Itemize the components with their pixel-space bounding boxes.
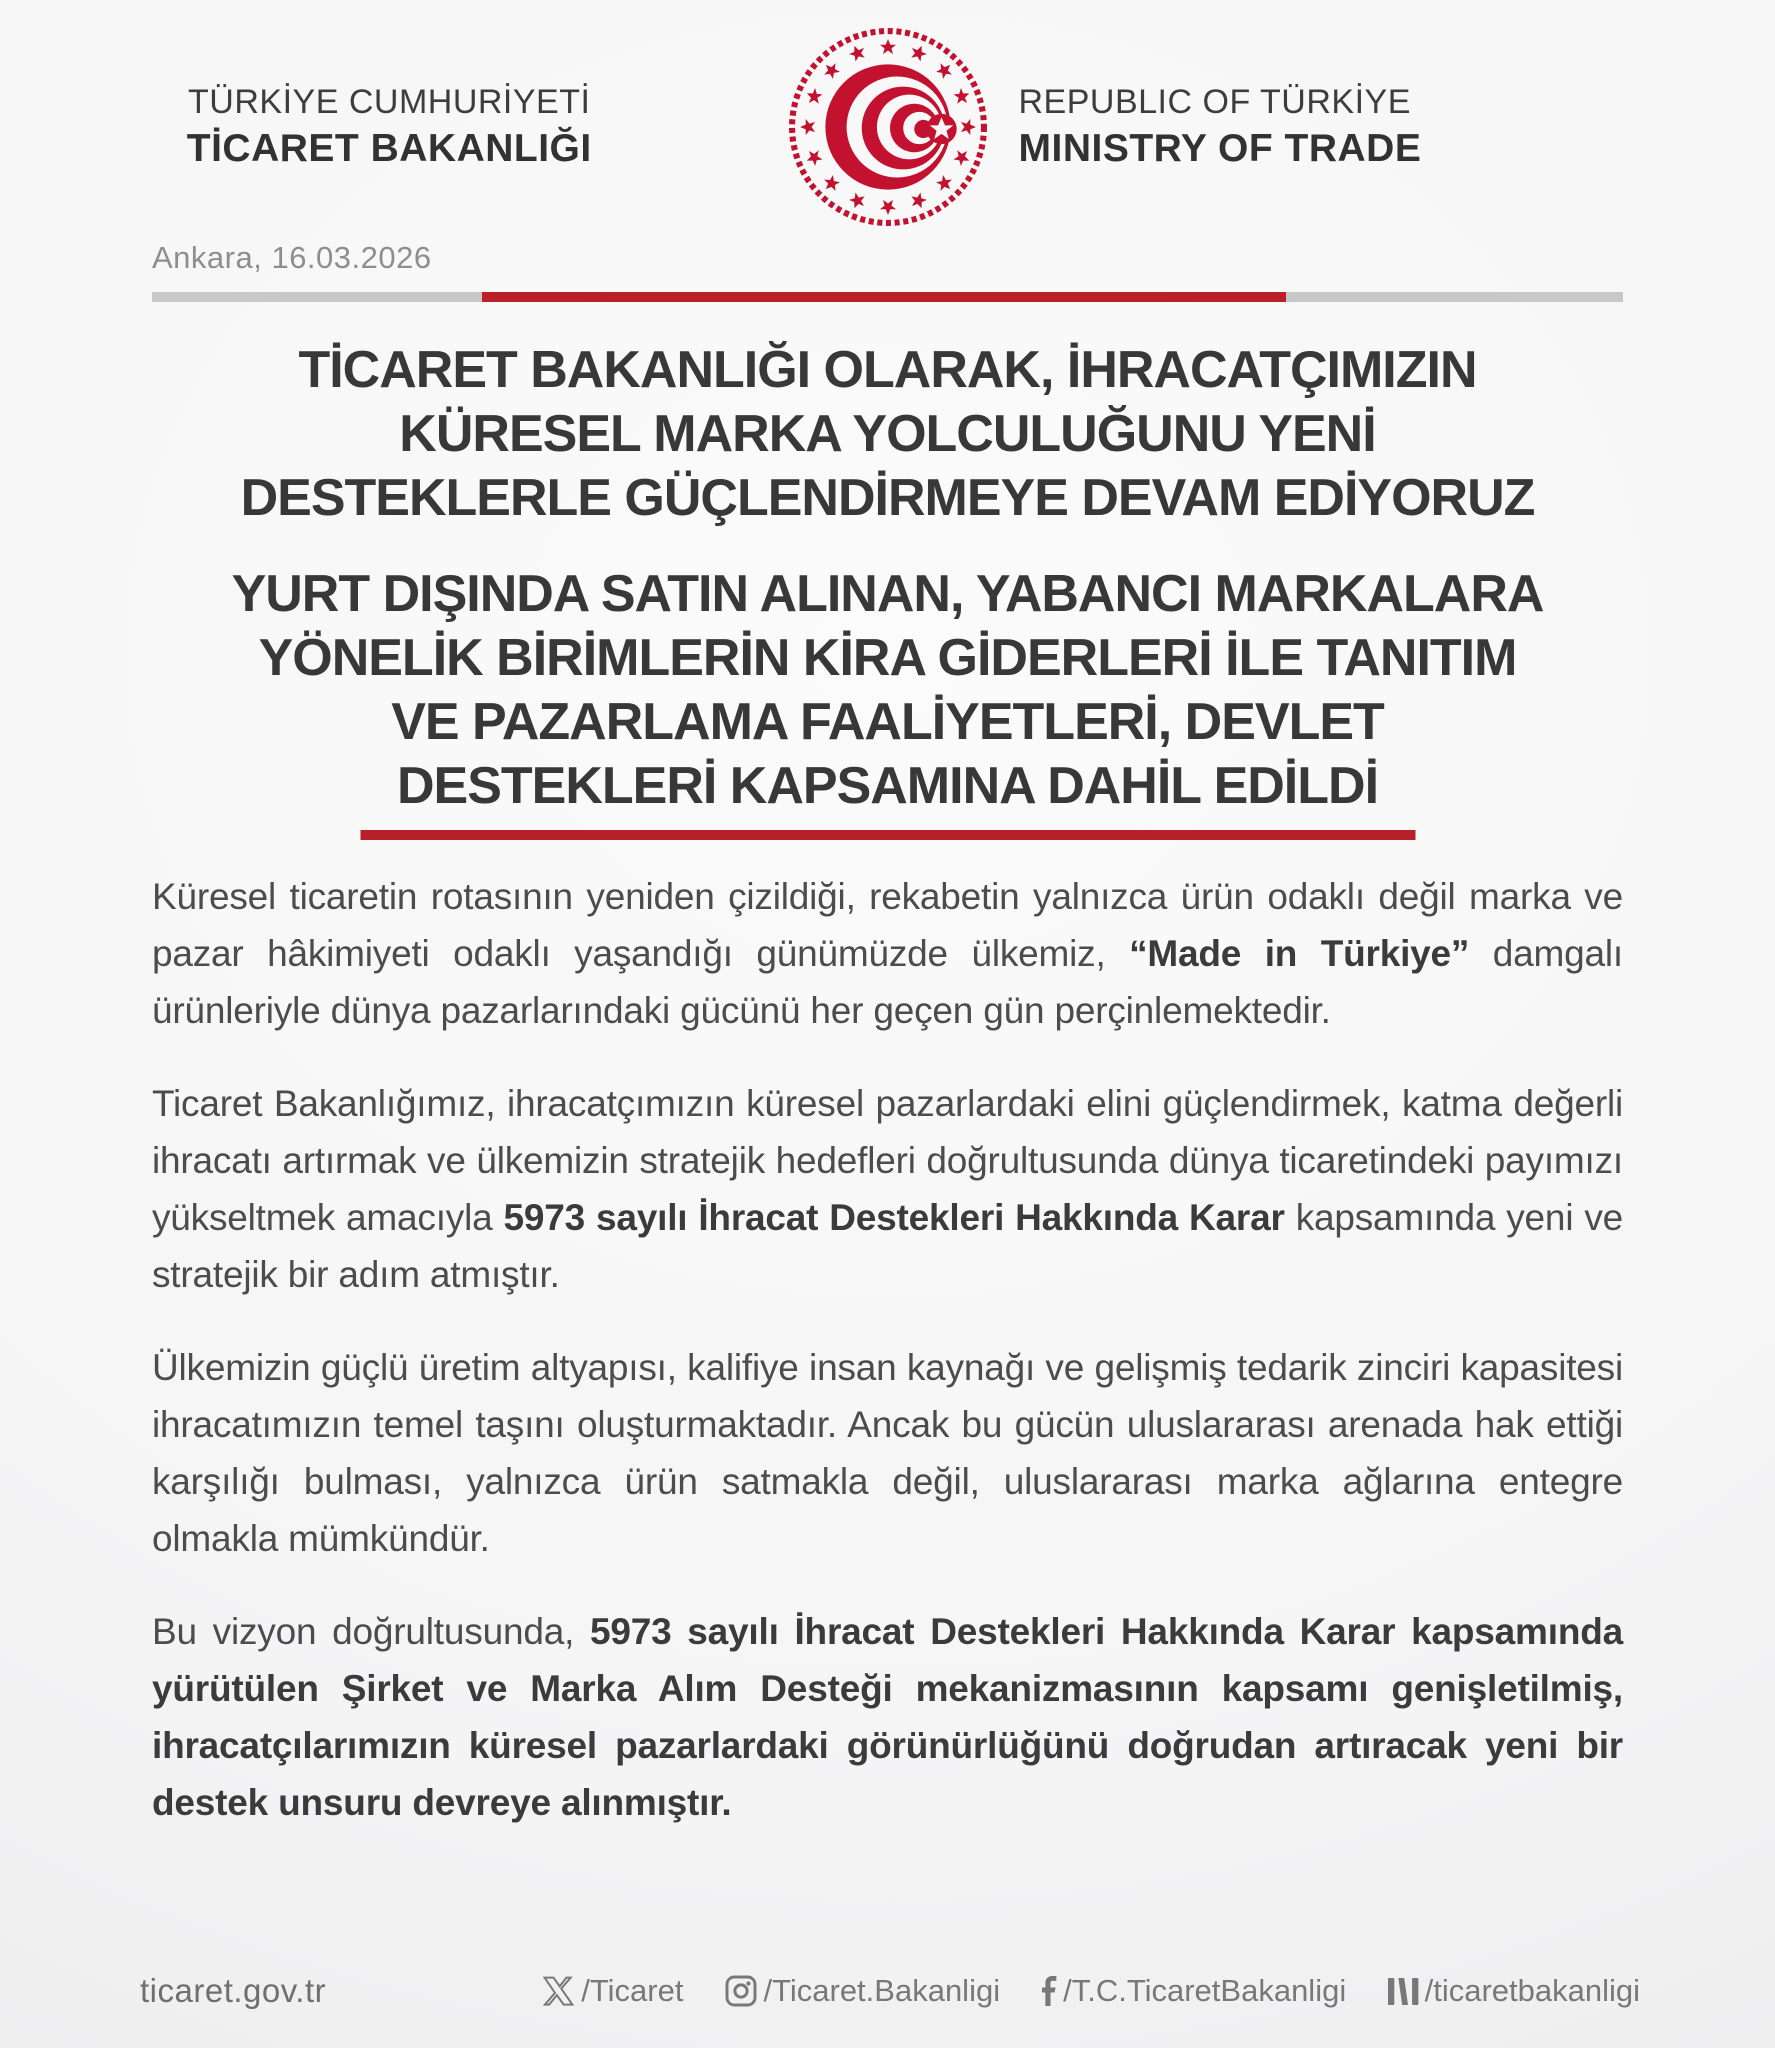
social-handle: /Ticaret <box>581 1973 684 2008</box>
social-facebook[interactable] <box>1042 1973 1346 2009</box>
header-rule-gray-right <box>1286 292 1623 302</box>
ministry-name-english <box>989 83 1775 171</box>
header-rule-red <box>482 292 1286 302</box>
paragraph-2: Ticaret Bakanlığımız, ihracatçımızın küresel pazarlardaki elini güçlendirmek, katma değerli ihracatı artırmak ve ülkemizin stratejik hedefleri doğrultusunda dünya ticaretindeki payımızı yükseltmek amacıyla 5973 sayılı İhracat Destekleri Hakkında Karar kapsamında yeni ve stratejik bir adım atmıştır. <box>152 1083 1623 1295</box>
footer <box>140 1972 1640 2010</box>
social-handle: /Ticaret.Bakanligi <box>763 1973 1001 2008</box>
social-handle: /ticaretbakanligi <box>1424 1973 1640 2008</box>
header-left-line1: TÜRKİYE CUMHURİYETİ <box>188 83 591 121</box>
headline-secondary: YURT DIŞINDA SATIN ALINAN, YABANCI MARKALARA YÖNELİK BİRİMLERİN KİRA GİDERLERİ İLE TANITIM VE PAZARLAMA FAALİYETLERİ, DEVLET DESTEKLERİ KAPSAMINA DAHİL EDİLDİ <box>231 565 1544 815</box>
website-link[interactable]: ticaret.gov.tr <box>140 1972 327 2009</box>
paragraph-1: Küresel ticaretin rotasının yeniden çizildiği, rekabetin yalnızca ürün odaklı değil marka ve pazar hâkimiyeti odaklı yaşandığı günümüzde ülkemiz, “Made in Türkiye” damgalı ürünleriyle dünya pazarlarındaki gücünü her geçen gün perçinlemektedir. <box>152 876 1623 1031</box>
header-rule <box>152 292 1623 302</box>
headline-underline <box>360 830 1415 840</box>
instagram-icon <box>725 1975 757 2007</box>
header <box>0 26 1775 228</box>
nsosyal-icon <box>1388 1978 1418 2005</box>
header-right-line1: REPUBLIC OF TÜRKİYE <box>1018 83 1411 121</box>
paragraph-3: Ülkemizin güçlü üretim altyapısı, kalifiye insan kaynağı ve gelişmiş tedarik zinciri kapasitesi ihracatımızın temel taşını oluşturmaktadır. Ancak bu gücün uluslararası arenada hak ettiği karşılığı bulması, yalnızca ürün satmakla değil, uluslararası marka ağlarına entegre olmakla mümkündür. <box>152 1347 1623 1559</box>
dateline: Ankara, 16.03.2026 <box>152 240 432 275</box>
social-links <box>543 1973 1640 2009</box>
header-rule-gray-left <box>152 292 482 302</box>
paragraph-4: Bu vizyon doğrultusunda, 5973 sayılı İhracat Destekleri Hakkında Karar kapsamında yürütülen Şirket ve Marka Alım Desteği mekanizmasının kapsamı genişletilmiş, ihracatçılarımızın küresel pazarlardaki görünürlüğünü doğrudan artıracak yeni bir destek unsuru devreye alınmıştır. <box>152 1611 1623 1823</box>
header-left-line2: TİCARET BAKANLIĞI <box>186 127 592 170</box>
ministry-name-turkish <box>0 83 787 171</box>
x-icon <box>543 1975 575 2007</box>
facebook-icon <box>1042 1976 1057 2006</box>
ministry-of-trade-emblem-icon <box>787 26 989 228</box>
headline-primary: TİCARET BAKANLIĞI OLARAK, İHRACATÇIMIZIN KÜRESEL MARKA YOLCULUĞUNU YENİ DESTEKLERLE GÜÇLENDİRMEYE DEVAM EDİYORUZ <box>240 341 1535 527</box>
social-handle: /T.C.TicaretBakanligi <box>1063 1973 1347 2008</box>
header-right-line2: MINISTRY OF TRADE <box>1018 127 1422 170</box>
social-instagram[interactable] <box>725 1973 1000 2009</box>
social-nsosyal[interactable] <box>1388 1973 1640 2009</box>
social-x[interactable] <box>543 1973 683 2009</box>
body-copy <box>152 868 1623 1867</box>
